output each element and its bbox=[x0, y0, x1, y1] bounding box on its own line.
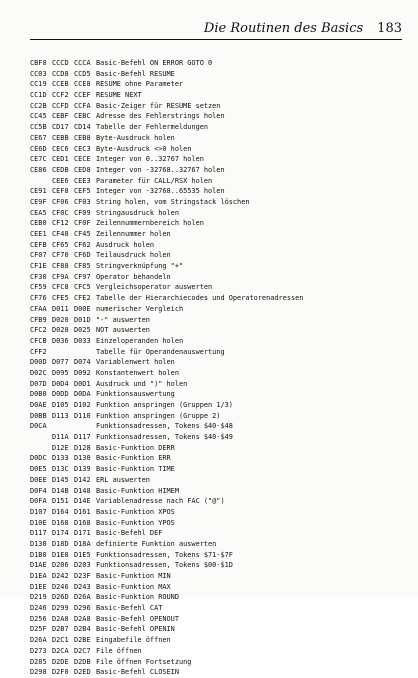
routine-description: Basic-Funktion TIME bbox=[96, 465, 175, 474]
address-col-1: D0EE bbox=[30, 475, 47, 484]
address-col-2: D113 bbox=[52, 411, 69, 420]
address-col-3: CCD5 bbox=[74, 69, 91, 78]
listing-row bbox=[30, 550, 402, 561]
routine-description: Zeilennummer holen bbox=[96, 230, 171, 238]
address-col-2: CEBF bbox=[52, 112, 69, 121]
address-col-1: CEE1 bbox=[30, 230, 47, 238]
address-col-2: CEF8 bbox=[52, 187, 69, 196]
address-col-3: CF6D bbox=[74, 251, 91, 260]
address-col-1: D298 bbox=[30, 668, 47, 677]
listing-row bbox=[30, 282, 402, 293]
listing-row bbox=[30, 79, 402, 90]
address-col-3: D148 bbox=[74, 486, 91, 495]
address-col-2: D011 bbox=[52, 304, 69, 313]
address-col-1: D02C bbox=[30, 368, 47, 377]
address-col-3: D26A bbox=[74, 593, 91, 602]
address-col-2: D0D4 bbox=[52, 379, 69, 388]
listing-row bbox=[30, 58, 402, 69]
routine-description: Funktion anspringen (Gruppen 1/3) bbox=[96, 401, 233, 409]
address-col-3: D2B4 bbox=[74, 625, 91, 634]
address-col-3: D0DA bbox=[74, 390, 91, 399]
address-col-1: D285 bbox=[30, 657, 47, 666]
address-col-3: CEE3 bbox=[74, 176, 91, 185]
address-col-2: CF48 bbox=[52, 230, 69, 238]
address-col-3: D296 bbox=[74, 604, 91, 613]
address-col-1: D256 bbox=[30, 614, 47, 623]
address-col-1: CE6D bbox=[30, 144, 47, 153]
address-col-3: D117 bbox=[74, 433, 91, 442]
listing-row bbox=[30, 496, 402, 507]
address-col-1: D0FA bbox=[30, 497, 47, 506]
address-col-1: CC03 bbox=[30, 69, 47, 78]
routine-description: Tabelle der Fehlermeldungen bbox=[96, 123, 209, 132]
routine-description: Konstantenwert holen bbox=[96, 368, 179, 377]
listing-row bbox=[30, 486, 402, 497]
address-col-3: D171 bbox=[74, 529, 91, 538]
address-col-3: D2A8 bbox=[74, 614, 91, 623]
routine-description: Byte-Ausdruck <>0 holen bbox=[96, 144, 192, 153]
listing-row bbox=[30, 69, 402, 80]
address-col-2: D028 bbox=[52, 326, 69, 335]
listing-row bbox=[30, 518, 402, 529]
address-col-3: CCCA bbox=[74, 59, 91, 67]
address-col-2: D036 bbox=[52, 336, 69, 345]
address-col-2: D164 bbox=[52, 507, 69, 516]
listing-row bbox=[30, 90, 402, 101]
address-col-2 bbox=[52, 421, 74, 432]
routine-description: NOT auswerten bbox=[96, 326, 150, 335]
routine-description: numerischer Vergleich bbox=[96, 304, 184, 313]
address-col-1: D246 bbox=[30, 604, 47, 613]
address-col-1: D0F4 bbox=[30, 486, 47, 495]
address-col-3: D130 bbox=[74, 454, 91, 463]
address-col-3: CED8 bbox=[74, 165, 91, 174]
routine-description: Funktion anspringen (Gruppe 2) bbox=[96, 411, 221, 420]
routine-description: Integer von -32768..32767 holen bbox=[96, 165, 225, 174]
listing-row bbox=[30, 560, 402, 571]
address-col-3: CF85 bbox=[74, 262, 91, 271]
listing-row bbox=[30, 592, 402, 603]
routine-description: Basic-Befehl RESUME bbox=[96, 69, 175, 78]
address-col-3: CFC5 bbox=[74, 283, 91, 292]
address-col-3: D0D1 bbox=[74, 379, 91, 388]
listing-row bbox=[30, 443, 402, 454]
address-col-2: D2CA bbox=[52, 646, 69, 655]
address-col-1: D0DC bbox=[30, 454, 47, 463]
address-col-2: D095 bbox=[52, 368, 69, 377]
address-col-1: CFCB bbox=[30, 336, 47, 345]
address-col-1: CC19 bbox=[30, 80, 47, 89]
routine-description: Tabelle für Operandenauswertung bbox=[96, 347, 225, 356]
listing-row bbox=[30, 528, 402, 539]
listing-row bbox=[30, 229, 402, 240]
address-col-3: D161 bbox=[74, 507, 91, 516]
listing-row bbox=[30, 325, 402, 336]
routine-description: Teilausdruck holen bbox=[96, 251, 171, 260]
address-col-3: D01D bbox=[74, 315, 91, 324]
listing-row bbox=[30, 111, 402, 122]
address-col-2: CFE5 bbox=[52, 294, 69, 303]
address-col-3: D102 bbox=[74, 401, 91, 409]
address-col-3: D168 bbox=[74, 518, 91, 527]
address-col-3: D2ED bbox=[74, 668, 91, 677]
listing-row bbox=[30, 571, 402, 582]
listing-row bbox=[30, 421, 402, 432]
listing-row bbox=[30, 197, 402, 208]
address-col-2: D1E8 bbox=[52, 550, 69, 559]
address-col-1: CBF8 bbox=[30, 59, 47, 67]
address-col-3: CF09 bbox=[74, 208, 91, 217]
address-col-2: CCD8 bbox=[52, 69, 69, 78]
address-col-2: CCF2 bbox=[52, 91, 69, 100]
address-col-2: D2B7 bbox=[52, 625, 69, 634]
address-col-1: CFC2 bbox=[30, 326, 47, 335]
address-col-3: CCEF bbox=[74, 91, 91, 100]
address-col-3: D110 bbox=[74, 411, 91, 420]
listing-row bbox=[30, 133, 402, 144]
listing-row bbox=[30, 261, 402, 272]
address-col-2: CEBB bbox=[52, 133, 69, 142]
address-col-3: D074 bbox=[74, 358, 91, 367]
address-col-3: CEC3 bbox=[74, 144, 91, 153]
listing-row bbox=[30, 176, 402, 187]
routine-description: Stringausdruck holen bbox=[96, 208, 179, 217]
address-col-2: CEC6 bbox=[52, 144, 69, 153]
address-col-3: CCE8 bbox=[74, 80, 91, 89]
listing-row bbox=[30, 614, 402, 625]
listing-row bbox=[30, 336, 402, 347]
listing-row bbox=[30, 657, 402, 668]
listing-row bbox=[30, 475, 402, 486]
address-col-1: CFB9 bbox=[30, 315, 47, 324]
address-col-2: D145 bbox=[52, 475, 69, 484]
address-col-1: D10E bbox=[30, 518, 47, 527]
address-col-1: D117 bbox=[30, 529, 47, 538]
address-col-3: CEBC bbox=[74, 112, 91, 121]
listing-row bbox=[30, 368, 402, 379]
address-col-2: CF70 bbox=[52, 251, 69, 260]
routine-description: Basic-Funktion YPOS bbox=[96, 518, 175, 527]
address-col-3: CF45 bbox=[74, 230, 91, 238]
routine-description: RESUME NEXT bbox=[96, 91, 142, 100]
address-col-2: CFC8 bbox=[52, 283, 69, 292]
running-header-title: Die Routinen des Basics bbox=[203, 21, 364, 36]
address-col-1: D0AE bbox=[30, 401, 47, 409]
listing-row bbox=[30, 624, 402, 635]
routine-description: Basic-Befehl ON ERROR GOTO 0 bbox=[96, 59, 213, 67]
address-col-3: D23F bbox=[74, 572, 91, 580]
address-col-2: CCEB bbox=[52, 80, 69, 89]
address-col-3: D18A bbox=[74, 539, 91, 548]
listing-row bbox=[30, 315, 402, 326]
address-col-3: CEF5 bbox=[74, 187, 91, 196]
routine-description: Integer von -32768..65535 holen bbox=[96, 187, 225, 196]
address-col-3: D203 bbox=[74, 561, 91, 570]
address-col-2: D299 bbox=[52, 604, 69, 613]
listing-row bbox=[30, 411, 402, 422]
routine-description: Basic-Befehl CLOSEIN bbox=[96, 668, 179, 677]
address-col-2: D133 bbox=[52, 454, 69, 463]
routine-description: Basic-Befehl DEF bbox=[96, 529, 163, 538]
routine-description: Basic-Befehl CAT bbox=[96, 604, 163, 613]
listing-row bbox=[30, 347, 402, 358]
address-col-2: D242 bbox=[52, 572, 69, 580]
listing-row bbox=[30, 101, 402, 112]
address-col-2: CF88 bbox=[52, 262, 69, 271]
routine-description: Funktionsadressen, Tokens $40-$48 bbox=[96, 422, 233, 431]
address-col-1: CE91 bbox=[30, 187, 47, 196]
address-col-2: CF0C bbox=[52, 208, 69, 217]
routine-description: Basic-Funktion MIN bbox=[96, 572, 171, 580]
address-col-1: CEA5 bbox=[30, 208, 47, 217]
address-col-3: D033 bbox=[74, 336, 91, 345]
listing-row bbox=[30, 539, 402, 550]
listing-row bbox=[30, 165, 402, 176]
address-col-1: CC45 bbox=[30, 112, 47, 121]
address-col-2: D18D bbox=[52, 539, 69, 548]
address-col-2: D2F0 bbox=[52, 668, 69, 677]
address-col-2: D2DE bbox=[52, 657, 69, 666]
listing-row bbox=[30, 144, 402, 155]
address-col-3: CD14 bbox=[74, 123, 91, 132]
address-col-3: D2C7 bbox=[74, 646, 91, 655]
address-col-3: D142 bbox=[74, 475, 91, 484]
listing-row bbox=[30, 667, 402, 678]
address-col-2: D168 bbox=[52, 518, 69, 527]
address-col-1: D25F bbox=[30, 625, 47, 634]
listing-row bbox=[30, 293, 402, 304]
address-col-1: D0E5 bbox=[30, 465, 47, 474]
routine-description: String holen, vom Stringstack löschen bbox=[96, 197, 250, 206]
address-col-1: CF76 bbox=[30, 294, 47, 303]
address-col-2: CF65 bbox=[52, 240, 69, 249]
address-col-3: CCFA bbox=[74, 101, 91, 110]
listing-row bbox=[30, 304, 402, 315]
address-col-2: D151 bbox=[52, 497, 69, 506]
address-col-3: CFE2 bbox=[74, 294, 91, 303]
address-col-3: D128 bbox=[74, 443, 91, 452]
address-col-1: D0BB bbox=[30, 411, 47, 420]
address-col-1: CE9F bbox=[30, 197, 47, 206]
address-col-2: D13C bbox=[52, 465, 69, 474]
address-col-2: D11A bbox=[52, 433, 69, 442]
address-col-2: D246 bbox=[52, 582, 69, 591]
address-col-1: CE7C bbox=[30, 155, 47, 164]
address-col-3: D243 bbox=[74, 582, 91, 591]
routine-description: Einzeloperanden holen bbox=[96, 336, 184, 345]
routine-description: Basic-Befehl OPENOUT bbox=[96, 614, 179, 623]
listing-row bbox=[30, 582, 402, 593]
header-rule bbox=[30, 39, 402, 40]
address-col-2: CD17 bbox=[52, 123, 69, 132]
address-col-1: CF07 bbox=[30, 251, 47, 260]
listing-row bbox=[30, 186, 402, 197]
address-col-1: CF1E bbox=[30, 262, 47, 271]
address-col-2: D0DD bbox=[52, 390, 69, 399]
listing-row bbox=[30, 240, 402, 251]
routine-description: Ausdruck und ")" holen bbox=[96, 379, 188, 388]
address-col-1: D1EE bbox=[30, 582, 47, 591]
address-col-1: CEB0 bbox=[30, 219, 47, 228]
address-col-3: D14E bbox=[74, 497, 91, 506]
address-col-1: CC1D bbox=[30, 91, 47, 100]
address-col-1: D00D bbox=[30, 358, 47, 367]
address-col-1: CEFB bbox=[30, 240, 47, 249]
routine-description: Integer von 0..32767 holen bbox=[96, 155, 204, 164]
address-col-1: D219 bbox=[30, 593, 47, 602]
listing-row bbox=[30, 272, 402, 283]
address-col-1: CE86 bbox=[30, 165, 47, 174]
routine-description: Basic-Funktion HIMEM bbox=[96, 486, 179, 495]
routine-description: Variablenadresse nach FAC ("@") bbox=[96, 497, 225, 506]
address-col-3: CF62 bbox=[74, 240, 91, 249]
address-col-2 bbox=[52, 347, 74, 358]
address-col-3 bbox=[74, 421, 96, 432]
routine-description: Basic-Befehl OPENIN bbox=[96, 625, 175, 634]
address-col-1: D107 bbox=[30, 507, 47, 516]
listing-row bbox=[30, 507, 402, 518]
routine-listing bbox=[30, 58, 402, 678]
address-col-3: D139 bbox=[74, 465, 91, 474]
routine-description: File öffnen bbox=[96, 646, 142, 655]
listing-row bbox=[30, 389, 402, 400]
address-col-2: CF12 bbox=[52, 219, 69, 228]
routine-description: Byte-Ausdruck holen bbox=[96, 133, 175, 142]
address-col-3: D1E5 bbox=[74, 550, 91, 559]
listing-row bbox=[30, 635, 402, 646]
listing-row bbox=[30, 646, 402, 657]
listing-row bbox=[30, 218, 402, 229]
address-col-1: CFF2 bbox=[30, 347, 47, 356]
routine-description: Operator behandeln bbox=[96, 272, 171, 281]
address-col-3 bbox=[74, 347, 96, 358]
address-col-3: CECE bbox=[74, 155, 91, 164]
routine-description: Tabelle der Hierarchiecodes und Operatorenadressen bbox=[96, 294, 304, 303]
address-col-2: D105 bbox=[52, 401, 69, 409]
address-col-3: D00E bbox=[74, 304, 91, 313]
address-col-1: D1B0 bbox=[30, 550, 47, 559]
running-header bbox=[30, 8, 402, 36]
address-col-1: D0CA bbox=[30, 422, 47, 431]
routine-description: Basic-Funktion ROUND bbox=[96, 593, 179, 602]
address-col-1: D273 bbox=[30, 646, 47, 655]
page-number: 183 bbox=[377, 21, 402, 36]
address-col-2: D206 bbox=[52, 561, 69, 570]
address-col-2: CF9A bbox=[52, 272, 69, 281]
address-col-1: D0B0 bbox=[30, 390, 47, 399]
address-col-3: D025 bbox=[74, 326, 91, 335]
listing-row bbox=[30, 250, 402, 261]
routine-description: Adresse des Fehlerstrings holen bbox=[96, 112, 225, 121]
routine-description: "-" auswerten bbox=[96, 315, 150, 324]
address-col-2: D2A8 bbox=[52, 614, 69, 623]
address-col-2: D077 bbox=[52, 358, 69, 367]
address-col-2: CCFD bbox=[52, 101, 69, 110]
address-col-1: CFAA bbox=[30, 304, 47, 313]
listing-row bbox=[30, 122, 402, 133]
routine-description: Eingabefile öffnen bbox=[96, 636, 171, 645]
routine-description: Funktionsadressen, Tokens $00-$1D bbox=[96, 561, 233, 570]
routine-description: Variablenwert holen bbox=[96, 358, 175, 367]
address-col-1: CF59 bbox=[30, 283, 47, 292]
listing-row bbox=[30, 453, 402, 464]
routine-description: Basic-Funktion XPOS bbox=[96, 507, 175, 516]
listing-row bbox=[30, 603, 402, 614]
routine-description: Basic-Funktion ERR bbox=[96, 454, 171, 463]
address-col-1: D1AE bbox=[30, 561, 47, 570]
listing-row bbox=[30, 379, 402, 390]
address-col-3: D2BE bbox=[74, 636, 91, 645]
address-col-3: D2DB bbox=[74, 657, 91, 666]
listing-row bbox=[30, 154, 402, 165]
address-col-1: D07D bbox=[30, 379, 47, 388]
routine-description: Parameter für CALL/RSX holen bbox=[96, 176, 213, 185]
address-col-1: D130 bbox=[30, 539, 47, 548]
routine-description: Basic-Funktion DERR bbox=[96, 443, 175, 452]
routine-description: File öffnen Fortsetzung bbox=[96, 657, 192, 666]
address-col-1 bbox=[30, 432, 52, 443]
routine-description: Funktionsauswertung bbox=[96, 390, 175, 399]
address-col-2: CEE6 bbox=[52, 176, 69, 185]
routine-description: Basic-Funktion MAX bbox=[96, 582, 171, 591]
listing-row bbox=[30, 400, 402, 411]
address-col-1: D1EA bbox=[30, 572, 47, 580]
listing-row bbox=[30, 464, 402, 475]
address-col-2: CED1 bbox=[52, 155, 69, 164]
address-col-1: CC2B bbox=[30, 101, 47, 110]
address-col-1: CE67 bbox=[30, 133, 47, 142]
routine-description: Funktionsadressen, Tokens $40-$49 bbox=[96, 433, 233, 442]
routine-description: Ausdruck holen bbox=[96, 240, 155, 249]
listing-row bbox=[30, 208, 402, 219]
routine-description: definierte Funktion auswerten bbox=[96, 539, 217, 548]
address-col-3: D092 bbox=[74, 368, 91, 377]
address-col-1 bbox=[30, 443, 52, 454]
routine-description: ERL auswerten bbox=[96, 475, 150, 484]
address-col-2: CEDB bbox=[52, 165, 69, 174]
listing-row bbox=[30, 357, 402, 368]
routine-description: Zeilennummernbereich holen bbox=[96, 219, 204, 228]
address-col-1: D26A bbox=[30, 636, 47, 645]
address-col-2: D020 bbox=[52, 315, 69, 324]
address-col-3: CF0F bbox=[74, 219, 91, 228]
address-col-2: D14B bbox=[52, 486, 69, 495]
address-col-3: CF03 bbox=[74, 197, 91, 206]
routine-description: Funktionsadressen, Tokens $71-$7F bbox=[96, 550, 233, 559]
address-col-2: CCCD bbox=[52, 59, 69, 67]
routine-description: RESUME ohne Parameter bbox=[96, 80, 184, 89]
address-col-2: CF06 bbox=[52, 197, 69, 206]
address-col-2: D26D bbox=[52, 593, 69, 602]
address-col-1: CC5B bbox=[30, 123, 47, 132]
address-col-3: CF97 bbox=[74, 272, 91, 281]
address-col-2: D2C1 bbox=[52, 636, 69, 645]
address-col-3: CEB8 bbox=[74, 133, 91, 142]
routine-description: Basic-Zeiger für RESUME setzen bbox=[96, 101, 221, 110]
address-col-1: CF30 bbox=[30, 272, 47, 281]
listing-row bbox=[30, 432, 402, 443]
routine-description: Stringverknüpfung "+" bbox=[96, 262, 184, 271]
address-col-2: D12E bbox=[52, 443, 69, 452]
routine-description: Vergleichsoperator auswerten bbox=[96, 283, 213, 292]
address-col-2: D174 bbox=[52, 529, 69, 538]
address-col-1 bbox=[30, 176, 52, 187]
